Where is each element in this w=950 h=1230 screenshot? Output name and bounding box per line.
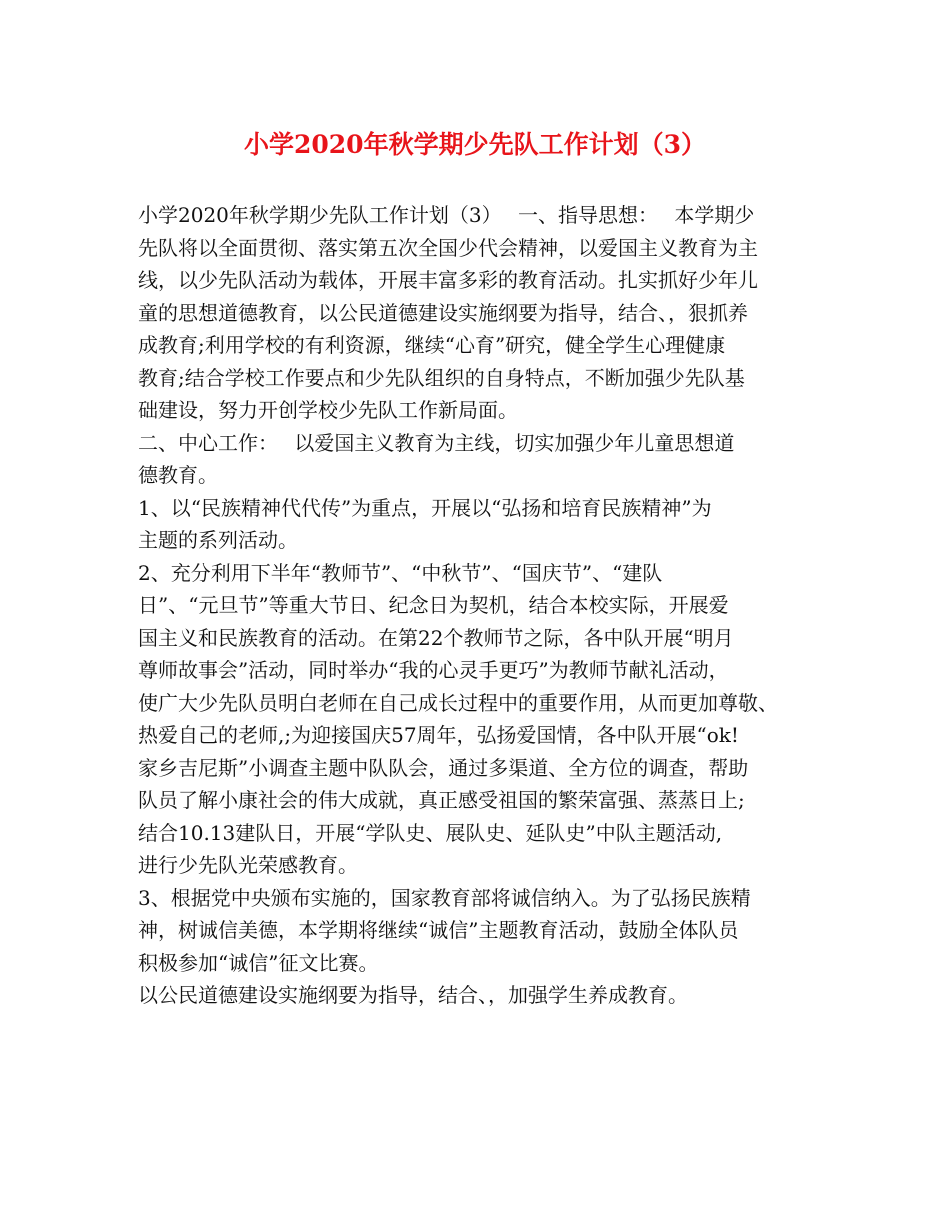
body-line: 热爱自己的老师,;为迎接国庆57周年，弘扬爱国情，各中队开展“ok!: [138, 723, 739, 747]
body-line: 二、中心工作： 以爱国主义教育为主线，切实加强少年儿童思想道: [138, 430, 735, 455]
body-line: 家乡吉尼斯”小调查主题中队队会，通过多渠道、全方位的调查，帮助: [138, 755, 749, 780]
body-line: 使广大少先队员明白老师在自己成长过程中的重要作用，从而更加尊敬、: [138, 690, 778, 715]
body-line: 尊师故事会”活动，同时举办“我的心灵手更巧”为教师节献礼活动，: [138, 658, 729, 682]
body-line: 童的思想道德教育，以公民道德建设实施纲要为指导，结合、，狠抓养: [138, 300, 748, 325]
document-body: [138, 199, 828, 1012]
body-line: 结合10.13建队日，开展“学队史、展队史、延队史”中队主题活动,: [138, 820, 723, 845]
body-line: 先队将以全面贯彻、落实第五次全国少代会精神，以爱国主义教育为主: [138, 235, 758, 260]
body-line: 国主义和民族教育的活动。在第22个教师节之际，各中队开展“明月: [138, 625, 734, 650]
body-line: 进行少先队光荣感教育。: [138, 853, 358, 877]
body-line: 队员了解小康社会的伟大成就，真正感受祖国的繁荣富强、蒸蒸日上;: [138, 788, 745, 812]
body-line: 教育;结合学校工作要点和少先队组织的自身特点，不断加强少先队基: [138, 365, 745, 390]
body-line: 1、以“民族精神代代传”为重点，开展以“弘扬和培育民族精神”为: [138, 495, 712, 520]
body-line: 以公民道德建设实施纲要为指导，结合、，加强学生养成教育。: [138, 983, 688, 1007]
body-line: 成教育;利用学校的有利资源，继续“心育”研究，健全学生心理健康: [138, 333, 726, 357]
body-line: 3、根据党中央颁布实施的，国家教育部将诚信纳入。为了弘扬民族精: [138, 885, 751, 910]
body-line: 积极参加“诚信”征文比赛。: [138, 950, 379, 975]
body-line: 线，以少先队活动为载体，开展丰富多彩的教育活动。扎实抓好少年儿: [138, 268, 758, 292]
body-line: 神，树诚信美德，本学期将继续“诚信”主题教育活动，鼓励全体队员: [138, 918, 739, 942]
body-line: 德教育。: [138, 463, 218, 487]
body-line: 小学2020年秋学期少先队工作计划（3） 一、指导思想： 本学期少: [138, 203, 755, 227]
document-title: 小学2020年秋学期少先队工作计划（3）: [244, 130, 706, 159]
body-line: 2、充分利用下半年“教师节”、“中秋节”、“国庆节”、“建队: [138, 560, 663, 585]
body-line: 主题的系列活动。: [138, 528, 298, 552]
body-line: 日”、“元旦节”等重大节日、纪念日为契机，结合本校实际，开展爱: [138, 593, 729, 617]
body-line: 础建设，努力开创学校少先队工作新局面。: [138, 398, 518, 422]
